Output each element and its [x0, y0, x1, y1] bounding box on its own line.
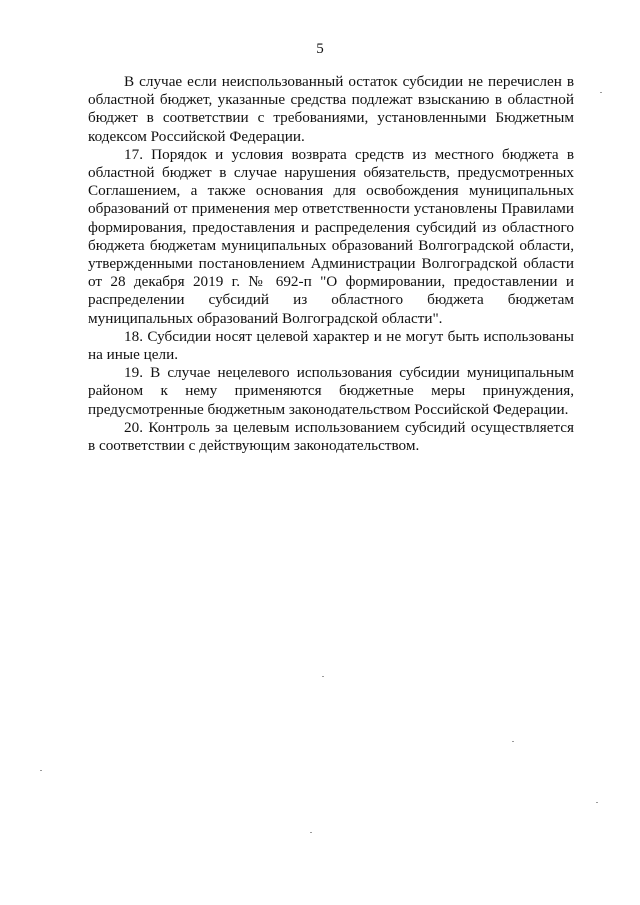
document-body	[88, 73, 574, 455]
paragraph-18-targeted-purpose: 18. Субсидии носят целевой характер и не могут быть использованы на иные цели.	[88, 327, 574, 364]
scan-speck	[596, 802, 598, 803]
scan-speck	[512, 741, 514, 742]
paragraph-20-control: 20. Контроль за целевым использованием субсидий осуществляется в соответствии с действующим законодательством.	[88, 418, 574, 455]
scan-speck	[40, 770, 42, 771]
paragraph-19-misuse-measures: 19. В случае нецелевого использования субсидии муниципальным районом к нему применяются бюджетные меры принуждения, предусмотренные бюджетным законодательством Российской Федерации.	[88, 364, 574, 418]
paragraph-unused-subsidy-return: В случае если неиспользованный остаток субсидии не перечислен в областной бюджет, указанные средства подлежат взысканию в областной бюджет в соответствии с требованиями, установленными Бюджетным кодексом Российской Федерации.	[88, 73, 574, 145]
scan-speck	[600, 92, 602, 93]
paragraph-17-return-procedure: 17. Порядок и условия возврата средств из местного бюджета в областной бюджет в случае нарушения обязательств, предусмотренных Соглашением, а также основания для освобождения муниципальных образований от применения мер ответственности установлены Правилами формирования, предоставления и распределения субсидий из областного бюджета бюджетам муниципальных образований Волгоградской области, утвержденными постановлением Администрации Волгоградской области от 28 декабря 2019 г. № 692-п "О формировании, предоставлении и распределении субсидий из областного бюджета бюджетам муниципальных образований Волгоградской области".	[88, 145, 574, 327]
page-number: 5	[316, 41, 324, 57]
scan-speck	[322, 676, 324, 677]
scan-speck	[310, 832, 312, 833]
